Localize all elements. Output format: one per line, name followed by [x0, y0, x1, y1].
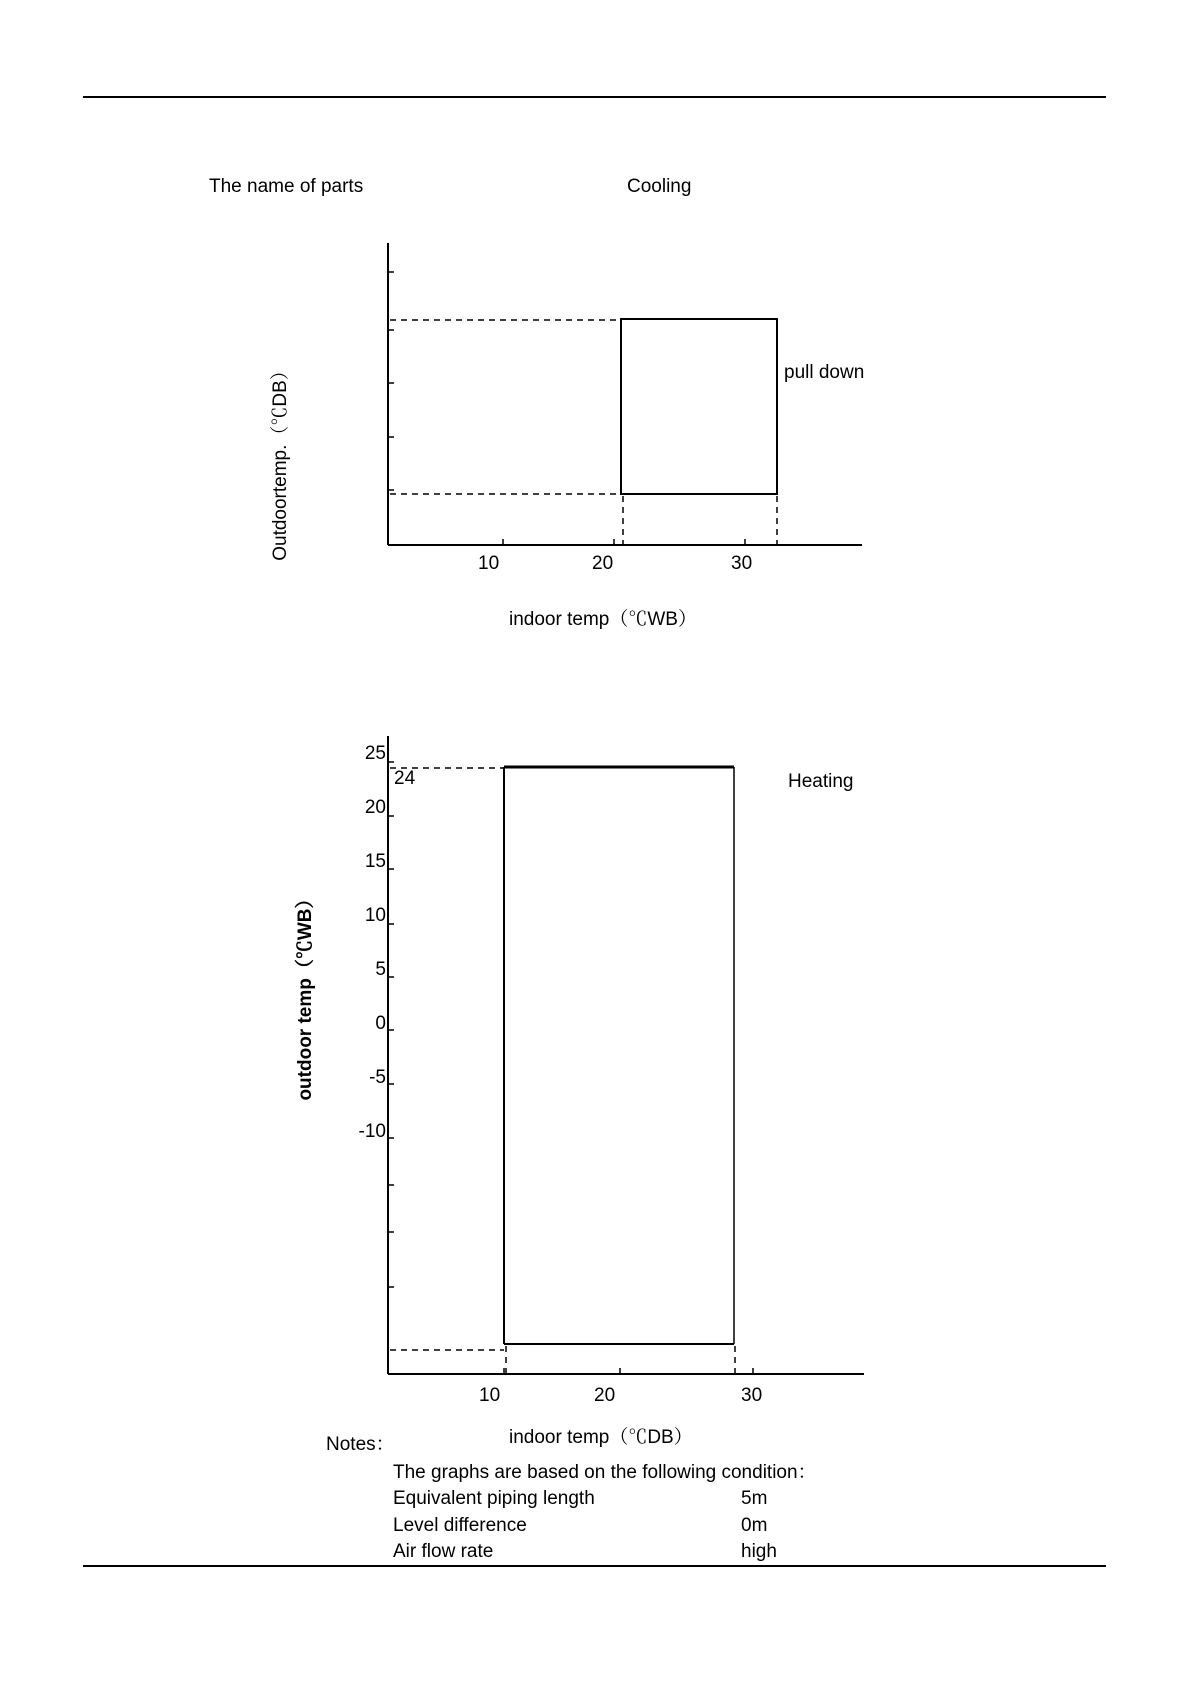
cooling-x-tick-label: 10 — [478, 553, 500, 574]
mode-label: Cooling — [627, 176, 692, 197]
bottom-rule — [83, 1565, 1106, 1567]
cooling-x-axis-label: indoor temp（℃WB） — [509, 609, 697, 630]
heating-x-axis-label: indoor temp（℃DB） — [509, 1427, 693, 1448]
heating-y-axis-label: outdoor temp（℃WB） — [295, 889, 316, 1101]
heating-y-tick-label: -5 — [369, 1067, 386, 1088]
heating-x-tick-label: 30 — [741, 1385, 763, 1406]
cooling-x-tick-label: 20 — [592, 553, 614, 574]
heating-x-tick-label: 20 — [594, 1385, 616, 1406]
heating-axes — [388, 736, 864, 1374]
note-row-name: Equivalent piping length — [393, 1488, 595, 1509]
note-row-name: Level difference — [393, 1515, 527, 1536]
note-row-value: 5m — [741, 1488, 768, 1509]
note-row-value: 0m — [741, 1515, 768, 1536]
heating-y-tick-label: 5 — [375, 959, 386, 980]
heating-y-tick-label: 15 — [364, 851, 386, 872]
cooling-y-axis-label: Outdoortemp.（℃DB） — [270, 361, 291, 561]
heating-y-tick-label: 20 — [364, 797, 386, 818]
cooling-annotation: pull down — [784, 362, 865, 383]
heating-y-tick-label: 25 — [364, 743, 386, 764]
note-row-name: Air flow rate — [393, 1541, 494, 1562]
heating-y-tick-label: 0 — [375, 1013, 386, 1034]
heating-y-tick-label: 10 — [364, 905, 386, 926]
note-row-value: high — [741, 1541, 777, 1562]
heating-guide-lines — [390, 768, 735, 1374]
notes-intro: The graphs are based on the following condition： — [393, 1462, 817, 1483]
cooling-x-tick-label: 30 — [731, 553, 753, 574]
parts-label: The name of parts — [209, 176, 364, 197]
heating-x-tick-label: 10 — [479, 1385, 501, 1406]
heating-title: Heating — [788, 771, 854, 792]
heating-y-tick-label: -10 — [358, 1121, 386, 1142]
heating-annotation: 24 — [394, 768, 416, 789]
notes-label: Notes： — [326, 1434, 395, 1455]
heating-operating-region — [504, 767, 734, 1344]
